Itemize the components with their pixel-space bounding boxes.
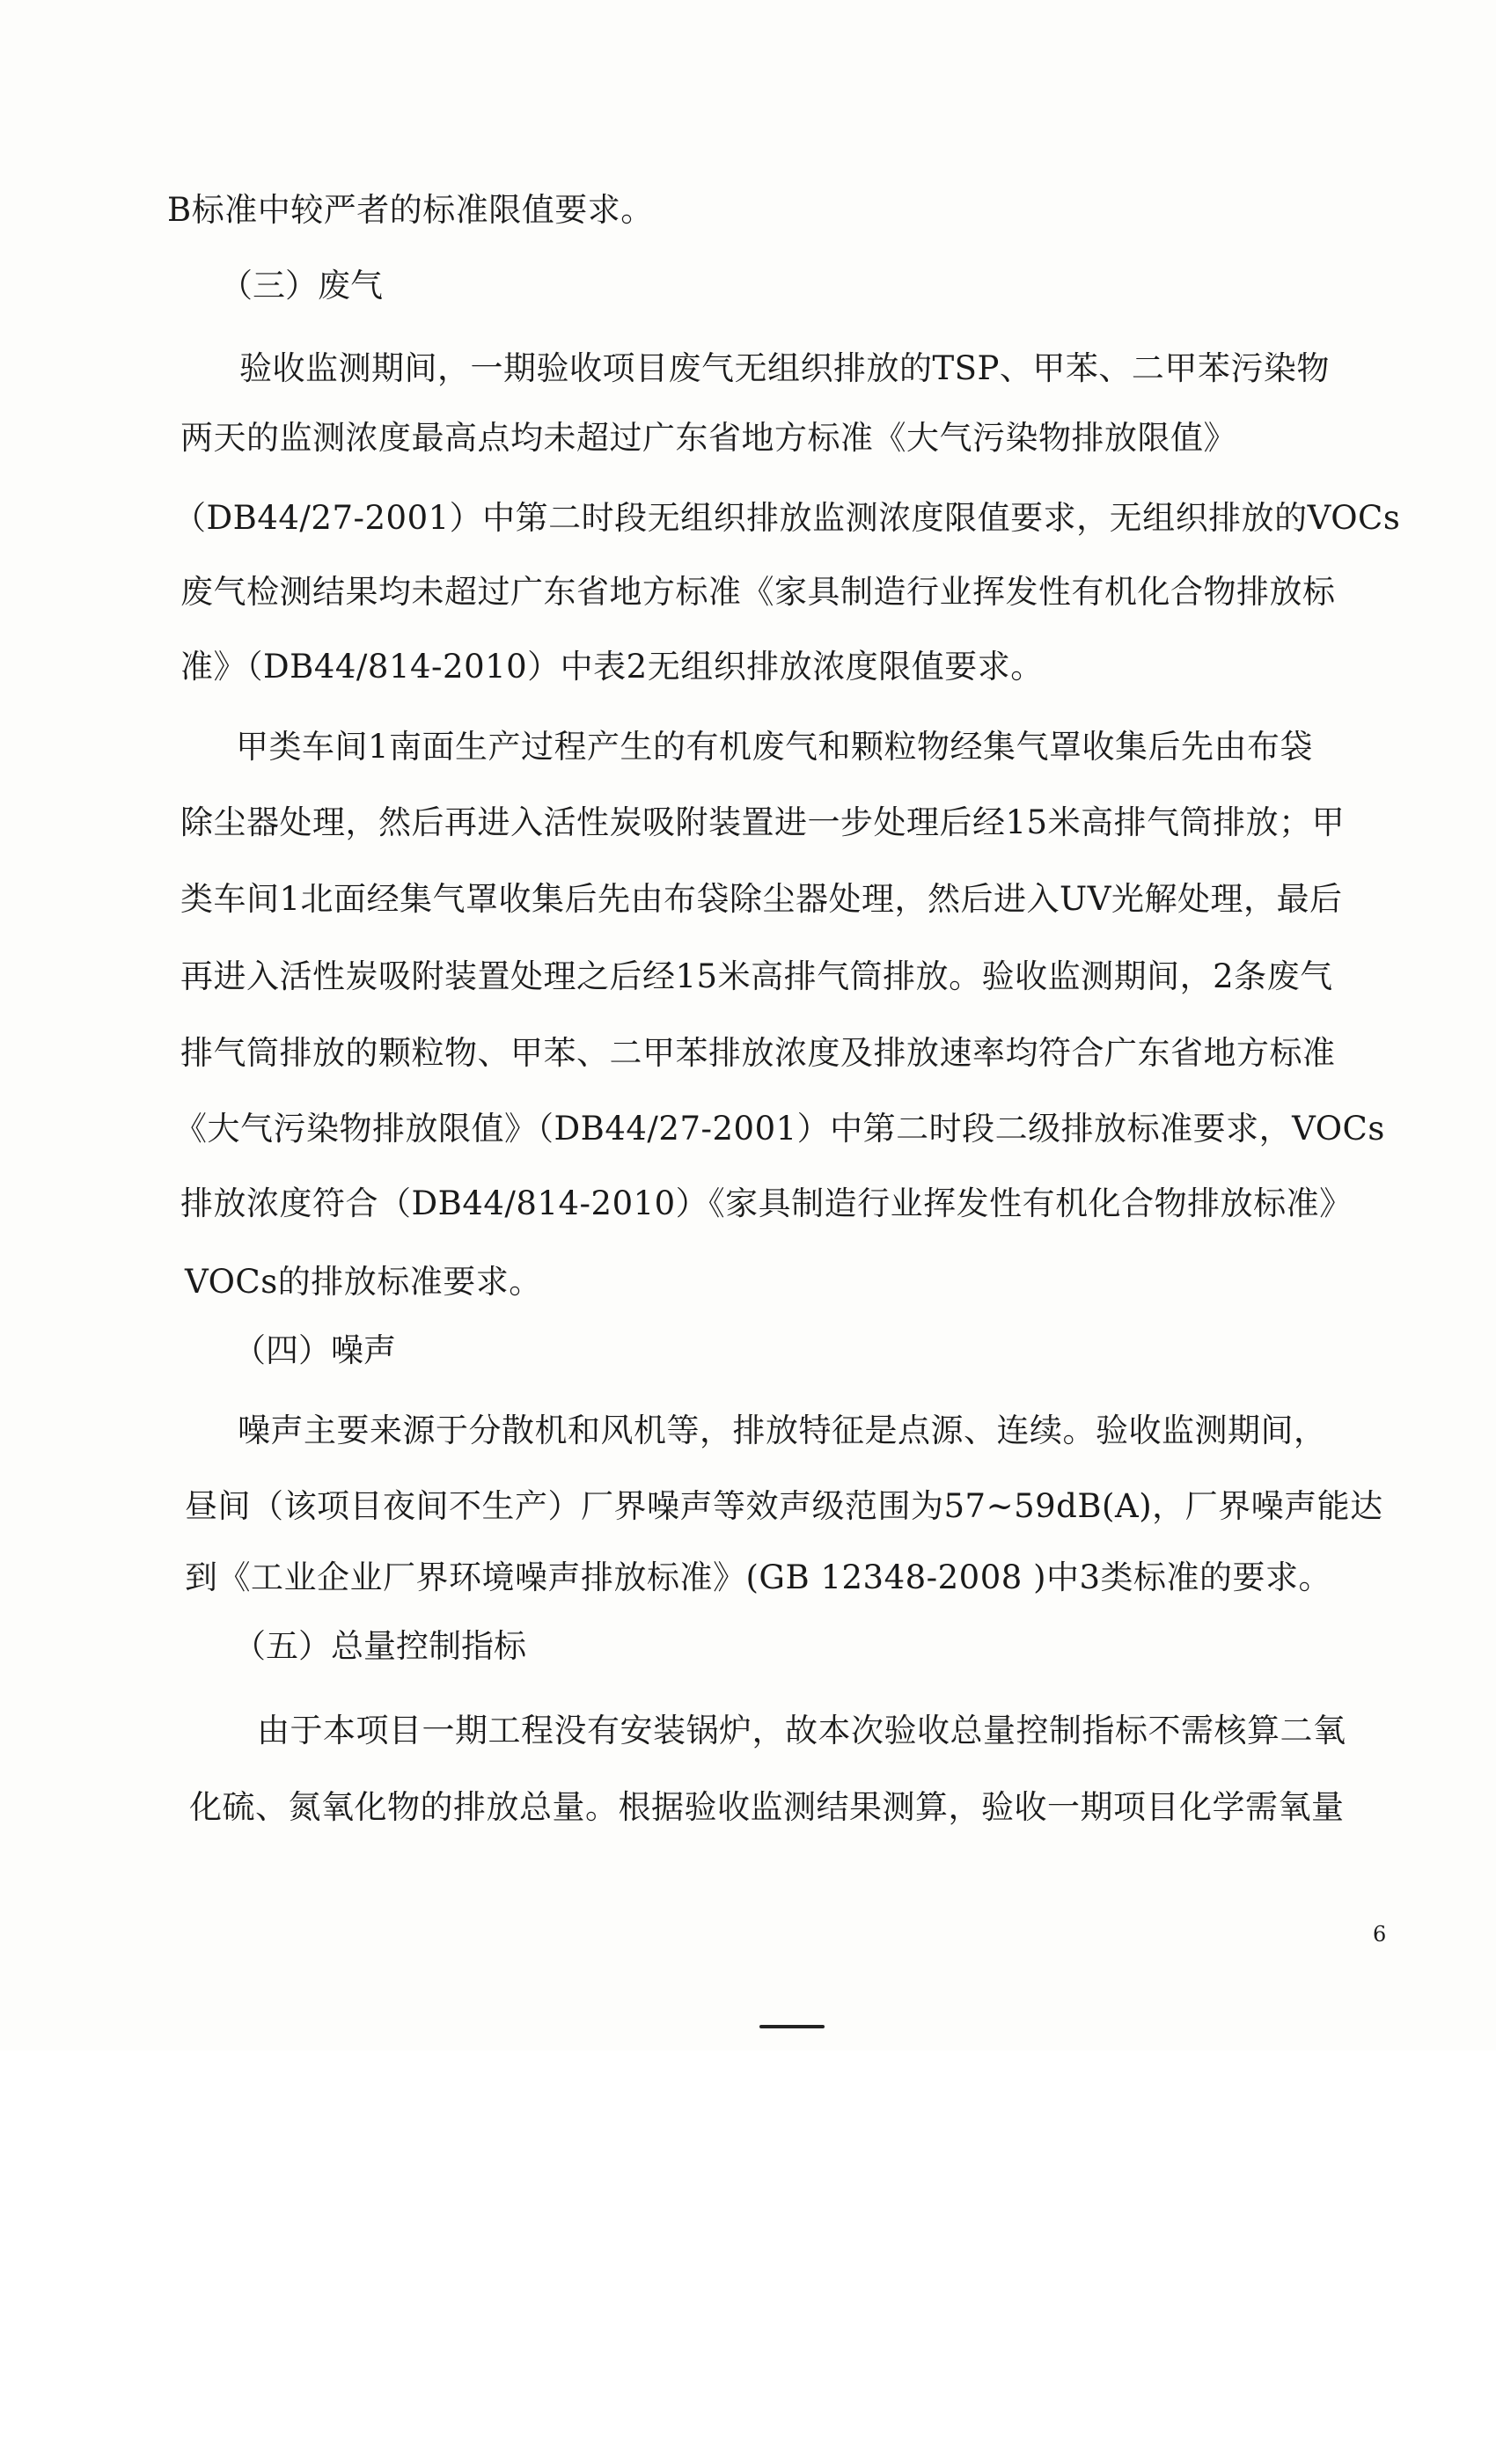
paragraph-line: 废气检测结果均未超过广东省地方标准《家具制造行业挥发性有机化合物排放标: [180, 573, 1336, 611]
paragraph-line: （DB44/27-2001）中第二时段无组织排放监测浓度限值要求，无组织排放的VOCs: [173, 499, 1401, 537]
paragraph-line: 排放浓度符合（DB44/814-2010）《家具制造行业挥发性有机化合物排放标准》: [180, 1184, 1353, 1222]
binding-mark: [759, 2025, 825, 2028]
paragraph-line: 由于本项目一期工程没有安装锅炉，故本次验收总量控制指标不需核算二氧: [257, 1712, 1346, 1749]
paragraph-line: 验收监测期间，一期验收项目废气无组织排放的TSP、甲苯、二甲苯污染物: [239, 349, 1330, 387]
paragraph-line: 再进入活性炭吸附装置处理之后经15米高排气筒排放。验收监测期间，2条废气: [180, 957, 1333, 995]
paragraph-line: 化硫、氮氧化物的排放总量。根据验收监测结果测算，验收一期项目化学需氧量: [189, 1788, 1345, 1826]
paragraph-line: 排气筒排放的颗粒物、甲苯、二甲苯排放浓度及排放速率均符合广东省地方标准: [180, 1034, 1336, 1072]
paragraph-line: 到《工业企业厂界环境噪声排放标准》(GB 12348-2008 )中3类标准的要求。: [185, 1558, 1332, 1596]
section-heading-noise: （四）噪声: [233, 1331, 396, 1369]
section-heading-total-control: （五）总量控制指标: [233, 1627, 526, 1665]
page-number: 6: [1373, 1922, 1387, 1947]
paragraph-line: 两天的监测浓度最高点均未超过广东省地方标准《大气污染物排放限值》: [180, 419, 1236, 457]
paragraph-line: 类车间1北面经集气罩收集后先由布袋除尘器处理，然后进入UV光解处理，最后: [180, 880, 1343, 918]
paragraph-line: 准》（DB44/814-2010）中表2无组织排放浓度限值要求。: [180, 648, 1044, 686]
paragraph-line: 昼间（该项目夜间不生产）厂界噪声等效声级范围为57~59dB(A)，厂界噪声能达: [185, 1487, 1383, 1525]
paragraph-line: 噪声主要来源于分散机和风机等，排放特征是点源、连续。验收监测期间，: [238, 1412, 1327, 1449]
section-heading-waste-gas: （三）废气: [220, 267, 383, 304]
paragraph-line: 除尘器处理，然后再进入活性炭吸附装置进一步处理后经15米高排气筒排放；甲: [180, 803, 1346, 841]
paragraph-line: B标准中较严者的标准限值要求。: [167, 191, 654, 229]
paragraph-line: VOCs的排放标准要求。: [185, 1263, 542, 1301]
paragraph-line: 甲类车间1南面生产过程产生的有机废气和颗粒物经集气罩收集后先由布袋: [236, 728, 1314, 766]
paragraph-line: 《大气污染物排放限值》（DB44/27-2001）中第二时段二级排放标准要求，VOCs: [174, 1110, 1385, 1148]
